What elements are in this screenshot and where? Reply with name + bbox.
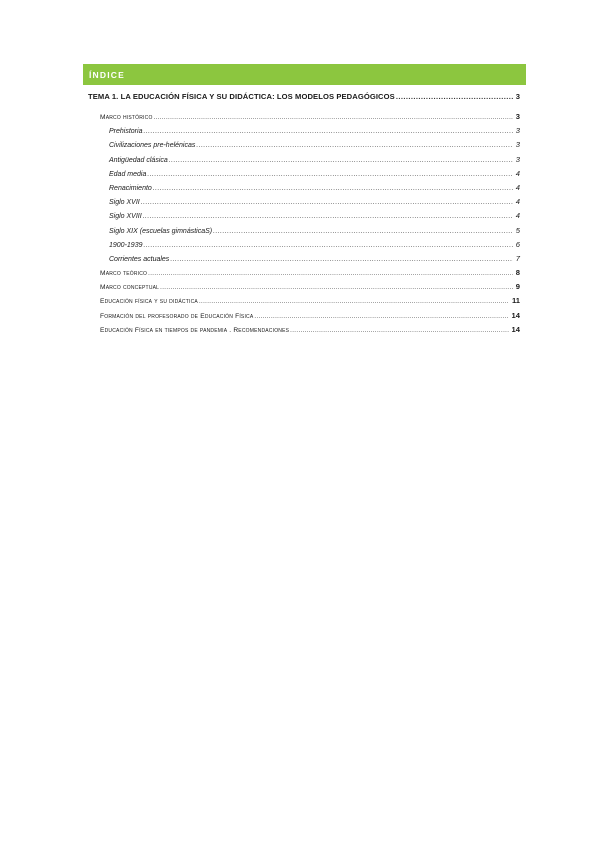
toc-leader: [213, 228, 513, 235]
toc-page-number: 3: [515, 92, 520, 101]
toc-page-number: 9: [515, 282, 520, 292]
toc-entry[interactable]: [88, 140, 520, 154]
toc-entry-text: Siglo XIX (escuelas gimnásticaS): [109, 227, 213, 235]
toc-leader: [147, 171, 512, 178]
toc-leader: [154, 115, 513, 121]
toc-page-number: 4: [515, 211, 520, 221]
toc-leader: [160, 285, 513, 291]
toc-entry[interactable]: [88, 268, 520, 282]
toc-page-number: 7: [515, 253, 520, 263]
toc-entry-text: Marco histórico: [100, 114, 153, 121]
toc-entry[interactable]: [88, 92, 520, 106]
toc-entry[interactable]: [88, 183, 520, 197]
toc-entry-text: Marco teórico: [100, 270, 148, 278]
toc-entry-text: Corrientes actuales: [109, 255, 170, 263]
toc-entry[interactable]: [88, 240, 520, 254]
toc-page-number: 14: [511, 310, 520, 320]
toc-entry-text: Siglo XVII: [109, 199, 140, 207]
toc-page-number: 3: [515, 140, 520, 150]
toc-page-number: 3: [515, 112, 520, 121]
toc-entry-text: Siglo XVIII: [109, 213, 142, 221]
toc-page-number: 5: [515, 225, 520, 235]
toc-leader: [148, 271, 513, 277]
toc-entry[interactable]: [88, 311, 520, 325]
index-title: ÍNDICE: [89, 69, 126, 80]
toc-entry[interactable]: [88, 226, 520, 240]
toc-entry-text: Renacimiento: [109, 184, 152, 192]
toc-page-number: 11: [511, 296, 520, 306]
toc-entry-text: Marco conceptual: [100, 284, 160, 292]
toc-leader: [153, 185, 513, 192]
toc-page-number: 8: [515, 268, 520, 278]
toc-entry-text: Edad media: [109, 170, 147, 178]
toc-leader: [143, 213, 513, 220]
toc-leader: [170, 256, 512, 263]
toc-entry-text: 1900-1939: [109, 241, 143, 249]
toc-entry[interactable]: [88, 197, 520, 211]
toc-entry[interactable]: [88, 325, 520, 339]
toc-page-number: 4: [515, 197, 520, 207]
toc-page-number: 14: [511, 324, 520, 334]
toc-entry[interactable]: [88, 296, 520, 310]
toc-page-number: 6: [515, 239, 520, 249]
table-of-contents: [88, 92, 520, 339]
toc-entry-text: Civilizaciones pre-helénicas: [109, 142, 196, 150]
toc-page-number: 3: [515, 154, 520, 164]
toc-entry-text: Formación del profesorado de Educación Física: [100, 312, 254, 320]
toc-leader: [143, 242, 512, 249]
toc-entry[interactable]: [88, 126, 520, 140]
toc-entry[interactable]: [88, 155, 520, 169]
toc-page-number: 4: [515, 168, 520, 178]
toc-entry-text: Educación Física en tiempos de pandemia . Recomendaciones: [100, 326, 290, 334]
toc-leader: [396, 92, 513, 101]
toc-leader: [141, 199, 513, 206]
toc-entry[interactable]: [88, 254, 520, 268]
toc-entry-text: Educación física y su didáctica: [100, 298, 198, 306]
toc-leader: [199, 299, 509, 305]
toc-leader: [143, 128, 512, 135]
toc-leader: [169, 157, 513, 164]
toc-entry-text: TEMA 1. LA EDUCACIÓN FÍSICA Y SU DIDÁCTICA: LOS MODELOS PEDAGÓGICOS: [88, 92, 395, 101]
toc-entry[interactable]: [88, 211, 520, 225]
toc-entry[interactable]: [88, 112, 520, 126]
toc-leader: [196, 142, 512, 149]
toc-entry[interactable]: [88, 169, 520, 183]
toc-page-number: 4: [515, 182, 520, 192]
toc-leader: [290, 328, 508, 334]
toc-entry[interactable]: [88, 282, 520, 296]
toc-page-number: 3: [515, 126, 520, 136]
toc-entry-text: Antigüedad clásica: [109, 156, 168, 164]
toc-entry-text: Prehistoria: [109, 128, 143, 136]
index-header-bar: [83, 64, 526, 85]
toc-leader: [254, 314, 508, 320]
